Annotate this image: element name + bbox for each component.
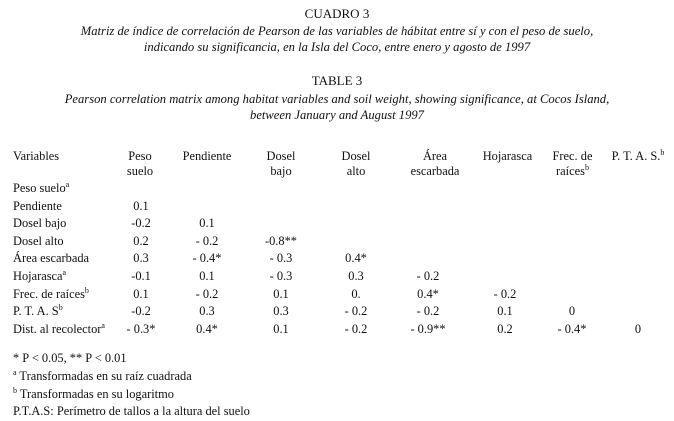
table-title	[0, 91, 674, 123]
matrix-cell: 0.4*	[196, 321, 218, 336]
matrix-cell: -0.1	[131, 269, 151, 283]
matrix-cell: - 0.2	[344, 321, 368, 336]
matrix-cell: - 0.2	[416, 304, 440, 319]
matrix-cell: - 0.3	[269, 251, 293, 266]
cuadro-title	[0, 23, 674, 55]
row-label: P. T. A. $S^b$	[13, 303, 63, 319]
row-label: Peso suelo$^a$	[13, 179, 70, 195]
matrix-cell: - 0.4*	[192, 251, 222, 266]
header-hojarasca: Hojarasca	[482, 149, 533, 163]
header-ptas: P. T. A. S.$^b$	[611, 147, 665, 163]
header-area-escarbada: Área escarbada	[410, 149, 460, 178]
matrix-cell: 0.4*	[417, 286, 439, 301]
matrix-cell: - 0.4*	[557, 321, 587, 336]
matrix-cell: 0.1	[133, 198, 149, 213]
footnote-a: $^a$ Transformadas en su raíz cuadrada	[13, 367, 192, 383]
matrix-cell: -0.2	[131, 216, 151, 231]
footnote-significance: * P < 0.05, ** P < 0.01	[13, 351, 127, 365]
header-dosel-alto: Dosel alto	[341, 149, 371, 178]
matrix-cell: 0.	[351, 286, 361, 301]
row-label: Frec. de raíces$^b$	[13, 285, 89, 301]
matrix-cell: - 0.2	[344, 304, 368, 319]
row-label: Dosel alto	[13, 233, 64, 248]
table-title-line2: between January and August 1997	[250, 108, 424, 122]
cuadro-title-line1: Matriz de índice de correlación de Pearson de las variables de hábitat entre sí y con el peso de suelo,	[80, 24, 594, 38]
matrix-cell: 0	[634, 321, 642, 336]
cuadro-title-line2: indicando su significancia, en la Isla del Coco, entre enero y agosto de 1997	[143, 40, 531, 54]
matrix-cell: 0.3	[273, 304, 289, 319]
matrix-cell: 0.1	[497, 304, 513, 319]
row-label: Área escarbada	[13, 251, 90, 266]
row-label: Dist. al recolector$^a$	[13, 320, 105, 336]
header-variables: Variables	[13, 149, 60, 163]
header-peso-suelo: Peso suelo	[126, 149, 154, 178]
matrix-cell: - 0.9**	[410, 321, 446, 336]
matrix-cell: 0.1	[133, 286, 149, 301]
matrix-cell: 0.4*	[345, 251, 367, 266]
matrix-cell: 0.1	[273, 321, 289, 336]
matrix-cell: - 0.2	[195, 286, 219, 301]
matrix-cell: -0.2	[131, 304, 151, 319]
matrix-cell: 0.2	[133, 233, 149, 248]
header-dosel-bajo: Dosel bajo	[266, 149, 296, 178]
matrix-cell: 0	[568, 304, 576, 319]
row-label: Dosel bajo	[13, 216, 67, 231]
table-title-line1: Pearson correlation matrix among habitat variables and soil weight, showing significance, at Cocos Island,	[64, 92, 610, 106]
footnote-ptas: P.T.A.S: Perímetro de tallos a la altura del suelo	[13, 404, 250, 418]
matrix-cell: 0.1	[273, 286, 289, 301]
matrix-cell: - 0.2	[493, 286, 517, 301]
matrix-cell: 0.3	[133, 251, 149, 266]
header-pendiente: Pendiente	[182, 149, 232, 163]
matrix-cell: 0.3	[199, 304, 215, 319]
matrix-cell: - 0.3	[269, 269, 293, 283]
matrix-cell: - 0.2	[195, 233, 219, 248]
table-label: TABLE 3	[311, 73, 363, 88]
footnote-b: $^b$ Transformadas en su logaritmo	[13, 385, 174, 401]
matrix-cell: 0.3	[348, 269, 364, 283]
matrix-cell: 0.1	[199, 269, 215, 283]
header-frec-raices: Frec. de raíces$^b$	[552, 149, 593, 178]
matrix-cell: 0.2	[497, 321, 513, 336]
matrix-cell: 0.1	[199, 216, 215, 231]
matrix-cell: - 0.3*	[126, 321, 156, 336]
matrix-cell: -0.8**	[264, 233, 297, 248]
cuadro-label: CUADRO 3	[304, 6, 370, 21]
row-label: Hojarasca$^a$	[13, 267, 67, 283]
row-label: Pendiente	[13, 198, 62, 213]
matrix-cell: - 0.2	[416, 269, 440, 283]
